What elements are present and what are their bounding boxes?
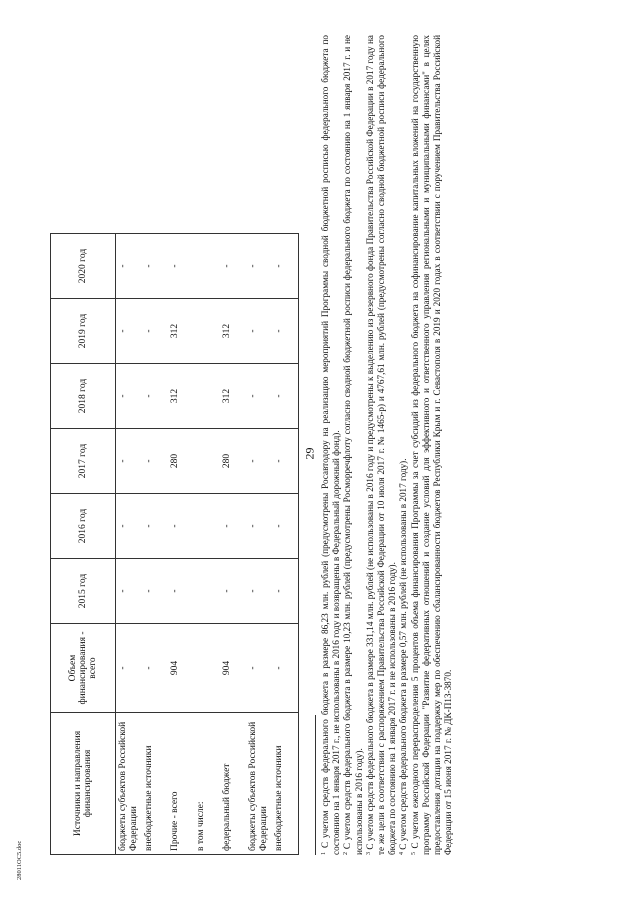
footnote-text: С учетом средств федерального бюджета в размере 331,14 млн. рублей (не использованы в 2016 году и предусмотрены к выделению из резервного фонда Правительства Российской Федерации в 2017 году на те же цели в соответствии с распоряжением Правительства Российской Федерации от 10 июля 2017 г. № 1465-р) и 4767,61 млн. рублей (предусмотрены согласно сводной бюджетной росписи федерального бюджета по состоянию на 1 января 2017 г. и не использованы в 2016 году). [364, 35, 398, 855]
table-cell: - [246, 429, 272, 494]
financing-table [50, 233, 299, 855]
table-cell: - [246, 494, 272, 559]
column-header: 2017 год [51, 429, 116, 494]
table-cell: - [116, 559, 143, 624]
column-header: 2018 год [51, 364, 116, 429]
row-label: в том числе: [194, 713, 220, 855]
footnote [398, 35, 409, 855]
footnote-text: С учетом средств федерального бюджета в размере 86,23 млн. рублей (предусмотрены Росавтодору на реализацию мероприятий Программы сводной бюджетной росписью федерального бюджета по состоянию на 1 января 2017 г., не использованы в 2016 году и возвращены в Федеральный дорожный фонд). [320, 34, 342, 855]
table-cell: 904 [220, 624, 246, 713]
footnote-separator [315, 715, 316, 855]
table-cell [194, 299, 220, 364]
table-cell [194, 364, 220, 429]
table-cell: - [272, 494, 299, 559]
table-cell: - [116, 494, 143, 559]
table-row [246, 234, 272, 855]
table-cell [194, 494, 220, 559]
column-header: 2015 год [51, 559, 116, 624]
table-cell: - [246, 364, 272, 429]
table-cell: - [220, 234, 246, 299]
table-cell: - [142, 559, 168, 624]
footnote-number: 5 [410, 852, 417, 855]
table-cell: - [142, 429, 168, 494]
column-header: 2020 год [51, 234, 116, 299]
footnote-text: С учетом ежегодного перераспределения 5 процентов объема финансирования Программы за счет субсидий из федерального бюджета на софинансирование капитальных вложений на государственную программу Российской Федерации "Развитие федеративных отношений и создание условий для эффективного и ответственного управления региональными и муниципальными финансами" в целях предоставления дотации на поддержку мер по обеспечению сбалансированности бюджетов Республики Крым и г. Севастополя в 2019 и 2020 годах в соответствии с поручением Правительства Российской Федерации от 15 июня 2017 г. № ДК-П13-3870. [409, 35, 454, 855]
table-cell [194, 559, 220, 624]
footnote [342, 35, 364, 855]
table-cell: - [246, 299, 272, 364]
table-cell: - [168, 494, 194, 559]
row-label: внебюджетные источники [272, 713, 299, 855]
footnote-number: 3 [365, 852, 372, 855]
footnote-text: С учетом средств федерального бюджета в размере 0,57 млн. рублей (не использованы в 2017 году). [398, 458, 409, 850]
table-cell: - [246, 559, 272, 624]
footnote-number: 1 [321, 852, 327, 855]
table-cell: - [220, 494, 246, 559]
column-header: Источники и направления финансирования [51, 713, 116, 855]
table-cell: 280 [220, 429, 246, 494]
row-label: бюджеты субъектов Российской Федерации [116, 713, 143, 855]
column-header: 2016 год [51, 494, 116, 559]
table-cell: 312 [168, 299, 194, 364]
table-cell: - [168, 234, 194, 299]
table-cell: - [116, 429, 143, 494]
footnote [365, 35, 399, 855]
table-cell: - [246, 234, 272, 299]
table-cell: - [116, 364, 143, 429]
table-cell: 312 [220, 364, 246, 429]
table-row [142, 234, 168, 855]
table-cell: - [220, 559, 246, 624]
footnotes [320, 35, 454, 855]
footnote-number: 4 [399, 852, 406, 855]
table-row [220, 234, 246, 855]
table-cell: - [246, 624, 272, 713]
column-header: 2019 год [51, 299, 116, 364]
table-cell: - [142, 364, 168, 429]
table-cell: 312 [220, 299, 246, 364]
table-row [168, 234, 194, 855]
table-cell [194, 429, 220, 494]
footnote-number: 2 [343, 852, 350, 855]
table-header-row [51, 234, 116, 855]
row-label: внебюджетные источники [142, 713, 168, 855]
table-cell: 904 [168, 624, 194, 713]
page-number: 29 [302, 447, 317, 460]
table-cell: - [272, 429, 299, 494]
table-cell: - [116, 624, 143, 713]
footnote [410, 35, 455, 855]
rotated-page-content [50, 35, 545, 855]
table-row [272, 234, 299, 855]
table-cell: - [142, 234, 168, 299]
table-row [194, 234, 220, 855]
table-cell: - [272, 299, 299, 364]
footnote [320, 35, 342, 855]
table-cell: - [272, 559, 299, 624]
table-cell: - [116, 234, 143, 299]
table-cell: - [168, 559, 194, 624]
row-label: Прочие - всего [168, 713, 194, 855]
table-cell [194, 234, 220, 299]
row-label: федеральный бюджет [220, 713, 246, 855]
table-cell: 280 [168, 429, 194, 494]
row-label: бюджеты субъектов Российской Федерации [246, 713, 272, 855]
column-header: Объем финансирования - всего [51, 624, 116, 713]
table-cell: - [142, 494, 168, 559]
table-cell: - [116, 299, 143, 364]
table-cell: - [272, 364, 299, 429]
table-cell: - [142, 624, 168, 713]
table-cell: - [272, 234, 299, 299]
footnote-text: С учетом средств федерального бюджета в размере 10,23 млн. рублей (предусмотрены Росморречфлоту согласно сводной бюджетной росписи федерального бюджета по состоянию на 1 января 2017 г. и не использованы в 2016 году). [342, 35, 364, 855]
table-row [116, 234, 143, 855]
table-cell: - [142, 299, 168, 364]
table-cell: 312 [168, 364, 194, 429]
table-cell: - [272, 624, 299, 713]
table-cell [194, 624, 220, 713]
document-reference: 28011OC5.doc [16, 840, 23, 880]
